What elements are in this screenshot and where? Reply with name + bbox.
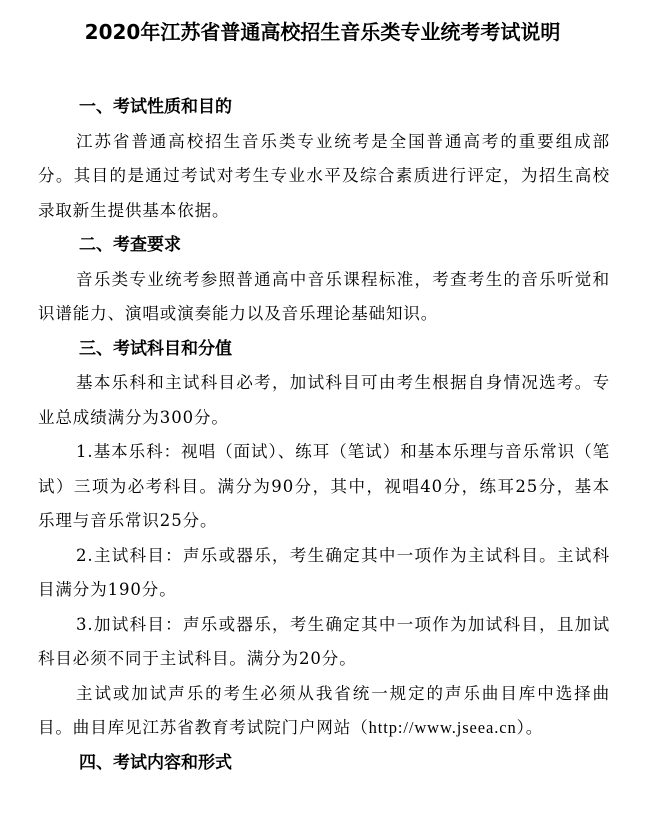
repertoire-text-end: ）。 — [516, 718, 544, 737]
paragraph-vocal-repertoire — [38, 677, 610, 746]
paragraph-extra-subject: 3.加试科目：声乐或器乐，考生确定其中一项作为加试科目，且加试科目必须不同于主试科目。满分为20分。 — [38, 614, 610, 668]
paragraph-main-subject: 2.主试科目：声乐或器乐，考生确定其中一项作为主试科目。主试科目满分为190分。 — [38, 545, 610, 599]
paragraph-basic-music: 1.基本乐科：视唱（面试）、练耳（笔试）和基本乐理与音乐常识（笔试）三项为必考科目。满分为90分，其中，视唱40分，练耳25分，基本乐理与音乐常识25分。 — [38, 442, 610, 530]
portal-link[interactable]: http://www.jseea.cn — [368, 718, 517, 737]
paragraph-requirements: 音乐类专业统考参照普通高中音乐课程标准，考查考生的音乐听觉和识谱能力、演唱或演奏能力以及音乐理论基础知识。 — [38, 269, 610, 323]
document-body — [38, 90, 610, 780]
section-heading-4: 四、考试内容和形式 — [79, 752, 232, 773]
repertoire-text: 主试或加试声乐的考生必须从我省统一规定的声乐曲目库中选择曲目。曲目库见江苏省教育考试院门户网站（ — [38, 683, 610, 737]
section-heading-1: 一、考试性质和目的 — [79, 97, 232, 117]
paragraph-subjects-overview: 基本乐科和主试科目必考，加试科目可由考生根据自身情况选考。专业总成绩满分为300分。 — [38, 373, 610, 427]
document-title: 2020年江苏省普通高校招生音乐类专业统考考试说明 — [84, 20, 561, 44]
section-heading-3: 三、考试科目和分值 — [79, 338, 232, 359]
section-heading-2: 二、考查要求 — [79, 235, 181, 255]
paragraph-exam-nature: 江苏省普通高校招生音乐类专业统考是全国普通高考的重要组成部分。其目的是通过考试对考生专业水平及综合素质进行评定，为招生高校录取新生提供基本依据。 — [38, 131, 610, 220]
